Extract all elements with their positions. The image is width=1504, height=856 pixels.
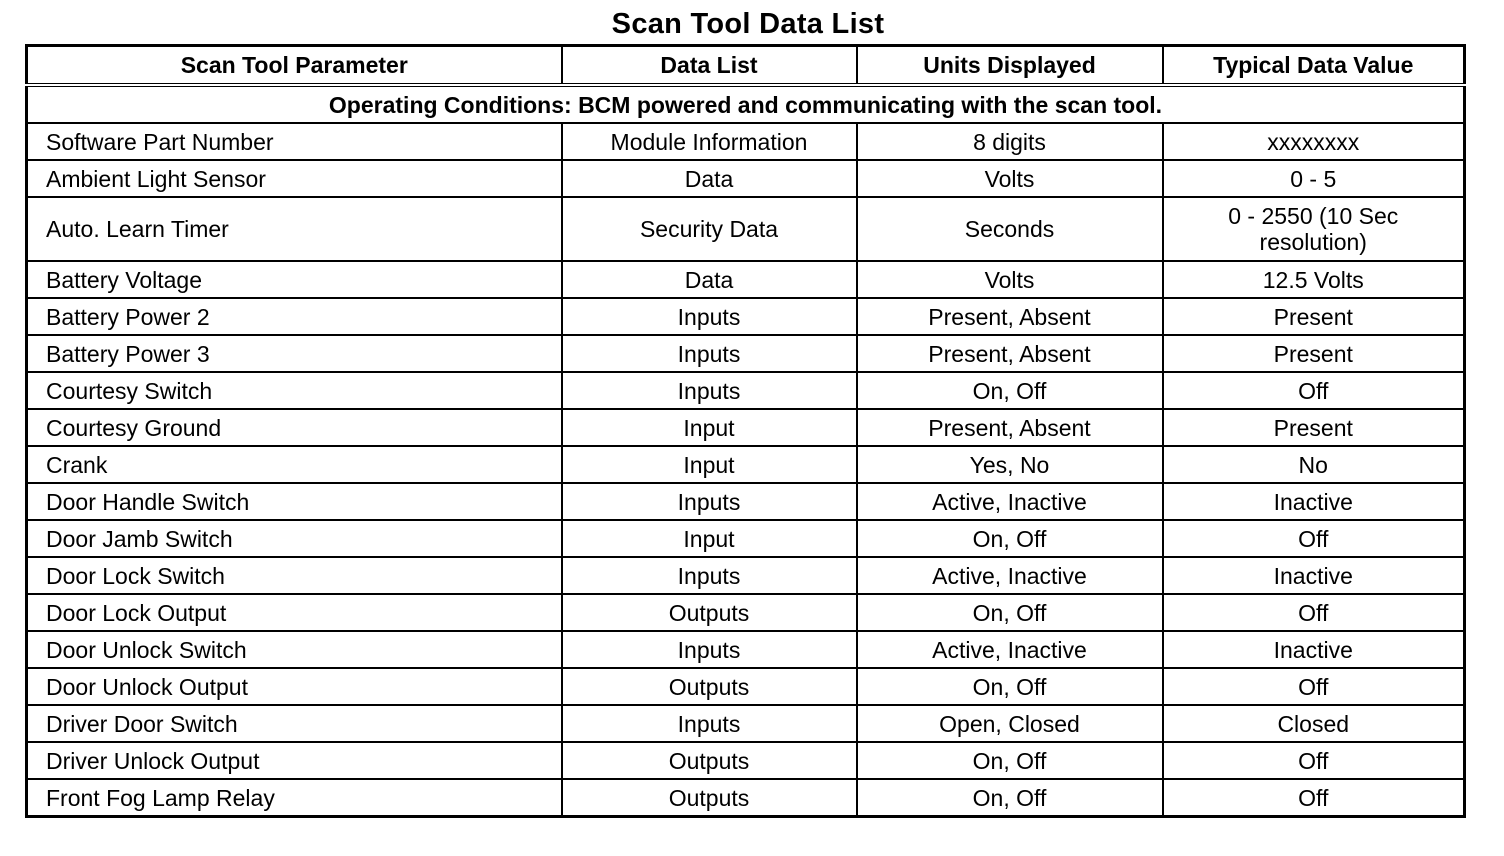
cell-parameter: Battery Voltage (27, 261, 562, 298)
table-row (27, 197, 1465, 261)
cell-parameter: Door Jamb Switch (27, 520, 562, 557)
cell-data-list: Outputs (562, 594, 857, 631)
table-row (27, 446, 1465, 483)
cell-typical: Present (1163, 335, 1465, 372)
cell-units: On, Off (857, 372, 1163, 409)
cell-data-list: Security Data (562, 197, 857, 261)
table-row (27, 742, 1465, 779)
cell-typical: 0 - 5 (1163, 160, 1465, 197)
cell-parameter: Driver Door Switch (27, 705, 562, 742)
scan-tool-data-table (25, 44, 1466, 818)
cell-data-list: Outputs (562, 742, 857, 779)
cell-units: On, Off (857, 742, 1163, 779)
cell-parameter: Driver Unlock Output (27, 742, 562, 779)
table-row (27, 335, 1465, 372)
cell-data-list: Inputs (562, 483, 857, 520)
cell-parameter: Door Lock Output (27, 594, 562, 631)
page-title: Scan Tool Data List (611, 8, 885, 40)
cell-typical: Off (1163, 520, 1465, 557)
cell-data-list: Module Information (562, 123, 857, 160)
cell-parameter: Ambient Light Sensor (27, 160, 562, 197)
cell-data-list: Inputs (562, 705, 857, 742)
table-row (27, 372, 1465, 409)
cell-data-list: Outputs (562, 779, 857, 817)
cell-data-list: Data (562, 261, 857, 298)
cell-typical: 12.5 Volts (1163, 261, 1465, 298)
cell-units: Active, Inactive (857, 483, 1163, 520)
cell-units: Volts (857, 160, 1163, 197)
header-row (27, 46, 1465, 86)
header-typical-data-value: Typical Data Value (1163, 46, 1465, 86)
table-row (27, 123, 1465, 160)
cell-units: On, Off (857, 594, 1163, 631)
table-row (27, 261, 1465, 298)
table-row (27, 160, 1465, 197)
cell-data-list: Inputs (562, 372, 857, 409)
cell-data-list: Input (562, 520, 857, 557)
cell-typical: Inactive (1163, 557, 1465, 594)
cell-units: Volts (857, 261, 1163, 298)
cell-data-list: Inputs (562, 298, 857, 335)
cell-typical: Closed (1163, 705, 1465, 742)
cell-units: Active, Inactive (857, 631, 1163, 668)
cell-typical: Inactive (1163, 631, 1465, 668)
cell-parameter: Courtesy Switch (27, 372, 562, 409)
cell-typical: xxxxxxxx (1163, 123, 1465, 160)
cell-data-list: Input (562, 446, 857, 483)
cell-typical: Off (1163, 372, 1465, 409)
cell-typical: Off (1163, 742, 1465, 779)
header-units-displayed: Units Displayed (857, 46, 1163, 86)
cell-parameter: Software Part Number (27, 123, 562, 160)
table-row (27, 409, 1465, 446)
cell-typical: No (1163, 446, 1465, 483)
table-row (27, 668, 1465, 705)
table-row (27, 483, 1465, 520)
cell-typical: Off (1163, 779, 1465, 817)
cell-data-list: Inputs (562, 557, 857, 594)
cell-parameter: Door Lock Switch (27, 557, 562, 594)
cell-units: 8 digits (857, 123, 1163, 160)
table-row (27, 631, 1465, 668)
cell-units: On, Off (857, 668, 1163, 705)
table-row (27, 298, 1465, 335)
cell-parameter: Door Unlock Output (27, 668, 562, 705)
operating-conditions: Operating Conditions: BCM powered and communicating with the scan tool. (27, 85, 1465, 123)
cell-units: Open, Closed (857, 705, 1163, 742)
operating-conditions-row (27, 85, 1465, 123)
cell-typical: Present (1163, 409, 1465, 446)
cell-data-list: Inputs (562, 631, 857, 668)
table-row (27, 520, 1465, 557)
cell-data-list: Inputs (562, 335, 857, 372)
cell-data-list: Input (562, 409, 857, 446)
cell-typical: Off (1163, 668, 1465, 705)
cell-typical: Inactive (1163, 483, 1465, 520)
table-row (27, 557, 1465, 594)
cell-units: Yes, No (857, 446, 1163, 483)
cell-parameter: Crank (27, 446, 562, 483)
cell-parameter: Door Handle Switch (27, 483, 562, 520)
cell-data-list: Outputs (562, 668, 857, 705)
cell-parameter: Door Unlock Switch (27, 631, 562, 668)
cell-parameter: Battery Power 2 (27, 298, 562, 335)
cell-parameter: Courtesy Ground (27, 409, 562, 446)
cell-units: Present, Absent (857, 335, 1163, 372)
cell-units: Present, Absent (857, 298, 1163, 335)
cell-units: Present, Absent (857, 409, 1163, 446)
header-data-list: Data List (562, 46, 857, 86)
cell-parameter: Battery Power 3 (27, 335, 562, 372)
cell-parameter: Auto. Learn Timer (27, 197, 562, 261)
table-row (27, 705, 1465, 742)
header-scan-tool-parameter: Scan Tool Parameter (27, 46, 562, 86)
cell-units: On, Off (857, 779, 1163, 817)
cell-typical: Off (1163, 594, 1465, 631)
cell-units: Active, Inactive (857, 557, 1163, 594)
cell-units: Seconds (857, 197, 1163, 261)
table-row (27, 779, 1465, 817)
cell-typical: Present (1163, 298, 1465, 335)
table-row (27, 594, 1465, 631)
cell-parameter: Front Fog Lamp Relay (27, 779, 562, 817)
cell-units: On, Off (857, 520, 1163, 557)
cell-data-list: Data (562, 160, 857, 197)
cell-typical: 0 - 2550 (10 Sec resolution) (1163, 197, 1465, 261)
